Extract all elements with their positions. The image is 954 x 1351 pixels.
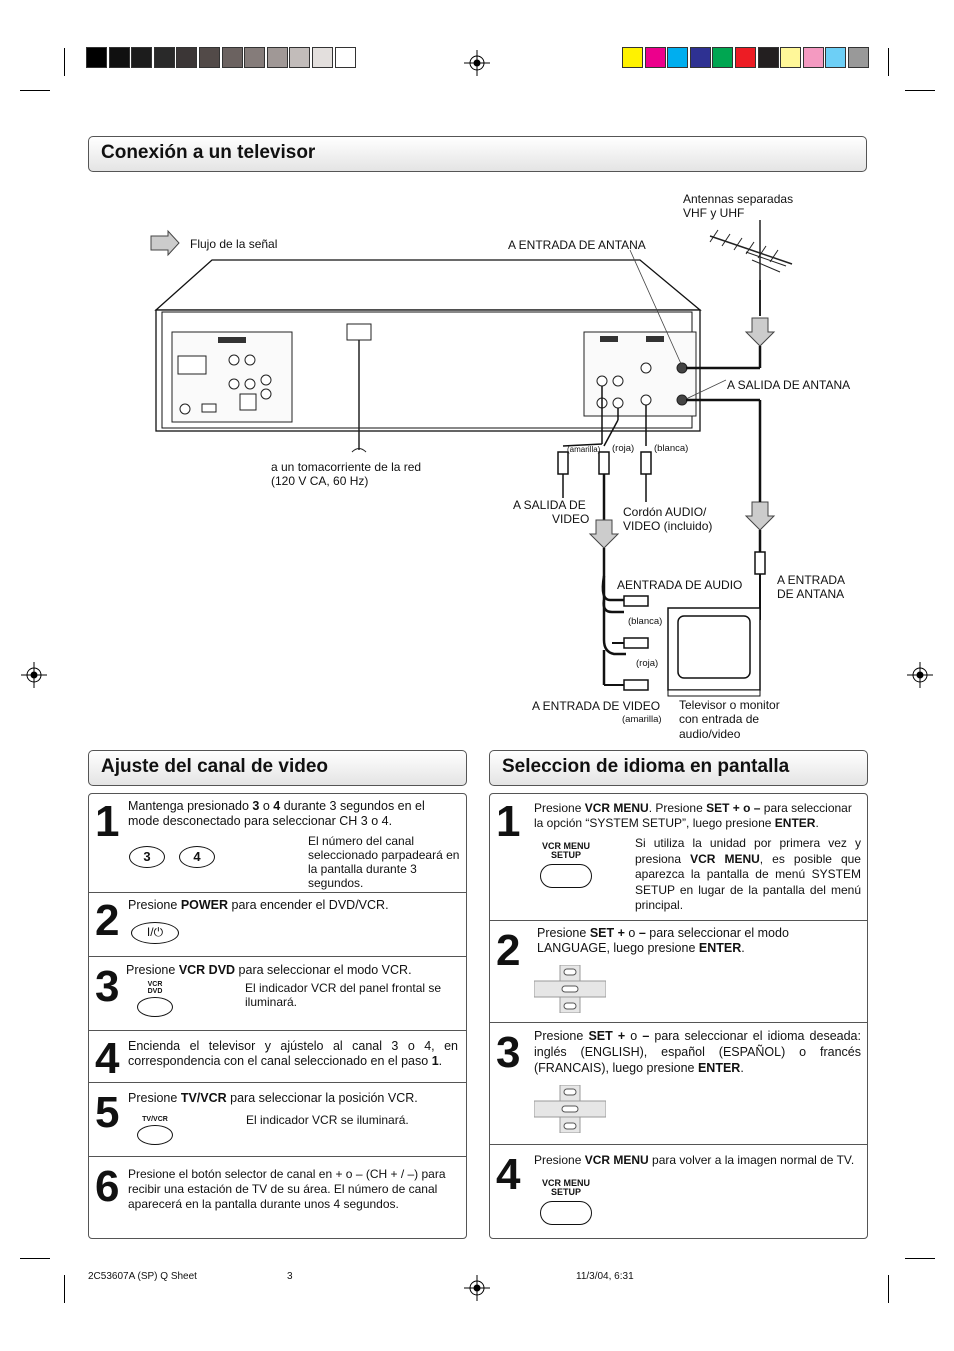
color-swatch bbox=[848, 47, 869, 68]
audio-in-label: AENTRADA DE AUDIO bbox=[617, 578, 743, 592]
tv-label: Televisor o monitor bbox=[679, 698, 780, 712]
step-number: 4 bbox=[496, 1150, 521, 1199]
crop-mark bbox=[905, 90, 935, 91]
color-swatch bbox=[222, 47, 243, 68]
step-number: 3 bbox=[95, 962, 120, 1011]
button-caption: VCR MENU SETUP bbox=[541, 1178, 590, 1197]
crop-mark bbox=[64, 1275, 65, 1303]
crop-mark bbox=[888, 48, 889, 76]
footer-date: 11/3/04, 6:31 bbox=[576, 1271, 634, 1282]
crop-mark bbox=[20, 1258, 50, 1259]
section-header-language bbox=[489, 750, 868, 786]
step-text: Presione TV/VCR para seleccionar la posición VCR. bbox=[128, 1091, 418, 1105]
section-title: Ajuste del canal de video bbox=[101, 756, 329, 777]
step-note: Si utiliza la unidad por primera vez y presiona VCR MENU, es posible que aparezca la pantalla de menú SYSTEM SETUP en lugar de la pantalla del menú principal. bbox=[635, 836, 861, 912]
tv-antenna-in-label: DE ANTANA bbox=[777, 587, 845, 601]
step-number: 6 bbox=[95, 1162, 120, 1211]
color-swatch bbox=[335, 47, 356, 68]
video-out-label: VIDEO bbox=[552, 512, 590, 526]
vcr-menu-setup-button[interactable] bbox=[540, 864, 592, 888]
color-swatch bbox=[712, 47, 733, 68]
color-swatch bbox=[312, 47, 333, 68]
section-title: Conexión a un televisor bbox=[101, 142, 316, 163]
tv-label: con entrada de bbox=[679, 712, 760, 726]
step-2 bbox=[89, 892, 466, 956]
red-label: (roja) bbox=[612, 443, 635, 454]
cord-label: VIDEO (incluido) bbox=[623, 519, 713, 533]
step-number: 1 bbox=[95, 797, 120, 846]
video-in-label: A ENTRADA DE VIDEO bbox=[532, 699, 661, 713]
registration-mark-icon bbox=[464, 50, 490, 76]
step-1 bbox=[89, 794, 466, 892]
color-swatch bbox=[780, 47, 801, 68]
crop-mark bbox=[888, 1275, 889, 1303]
color-swatch bbox=[199, 47, 220, 68]
crop-mark bbox=[20, 90, 50, 91]
set-dpad-icon[interactable] bbox=[534, 965, 606, 1013]
step-1 bbox=[490, 794, 867, 920]
step-number: 1 bbox=[496, 797, 521, 846]
step-text: Presione SET + o – para seleccionar el modo LANGUAGE, luego presione ENTER. bbox=[537, 926, 789, 955]
step-number: 2 bbox=[496, 926, 521, 975]
yellow-label: (amarilla) bbox=[622, 714, 662, 725]
step-number: 2 bbox=[95, 896, 120, 945]
antenna-in-label: A ENTRADA DE ANTANA bbox=[508, 238, 646, 252]
channel-steps-panel bbox=[88, 793, 467, 1239]
white-label: (blanca) bbox=[654, 443, 689, 454]
outlet-label: a un tomacorriente de la red bbox=[271, 460, 422, 474]
step-text: Presione el botón selector de canal en + o – (CH + / –) para recibir una estación de TV de su área. El número de canal aparecerá en la pantalla durante unos 4 segundos. bbox=[128, 1167, 446, 1211]
yellow-label: (amarilla) bbox=[567, 445, 601, 454]
step-text: Presione VCR MENU. Presione SET + o – para seleccionar la opción “SYSTEM SETUP”, luego presione ENTER. bbox=[534, 801, 852, 830]
tv-antenna-in-label: A ENTRADA bbox=[777, 573, 846, 587]
tv-vcr-button[interactable] bbox=[137, 1125, 173, 1145]
antenna-label: VHF y UHF bbox=[683, 206, 745, 220]
button-4[interactable]: 4 bbox=[179, 846, 215, 868]
language-steps-panel bbox=[489, 793, 868, 1239]
registration-mark-icon bbox=[907, 662, 933, 688]
color-swatch bbox=[131, 47, 152, 68]
step-4 bbox=[89, 1030, 466, 1082]
step-3 bbox=[89, 956, 466, 1030]
step-number: 5 bbox=[95, 1088, 120, 1137]
color-swatch bbox=[667, 47, 688, 68]
color-swatch bbox=[176, 47, 197, 68]
signal-flow-label: Flujo de la señal bbox=[190, 237, 278, 251]
step-text: Presione VCR MENU para volver a la imagen normal de TV. bbox=[534, 1153, 855, 1167]
step-note: El indicador VCR se iluminará. bbox=[246, 1113, 409, 1127]
footer-sheet-id: 2C53607A (SP) Q Sheet bbox=[88, 1271, 197, 1282]
antenna-out-label: A SALIDA DE ANTANA bbox=[727, 378, 851, 392]
antenna-label: Antennas separadas bbox=[683, 192, 794, 206]
registration-mark-icon bbox=[21, 662, 47, 688]
crop-mark bbox=[905, 1258, 935, 1259]
footer-page-number: 3 bbox=[287, 1271, 293, 1282]
color-swatch bbox=[244, 47, 265, 68]
step-6 bbox=[89, 1156, 466, 1240]
step-number: 4 bbox=[95, 1034, 120, 1083]
color-swatch bbox=[622, 47, 643, 68]
tv-label: audio/video bbox=[679, 727, 741, 741]
step-text: Presione VCR DVD para seleccionar el modo VCR. bbox=[126, 963, 412, 977]
connection-diagram bbox=[140, 180, 880, 700]
color-swatch bbox=[86, 47, 107, 68]
vcr-dvd-button[interactable] bbox=[137, 997, 173, 1017]
vcr-menu-setup-button[interactable] bbox=[540, 1201, 592, 1225]
section-header-connection bbox=[88, 136, 867, 172]
color-swatch bbox=[154, 47, 175, 68]
color-swatch bbox=[645, 47, 666, 68]
step-number: 3 bbox=[496, 1028, 521, 1077]
section-title: Seleccion de idioma en pantalla bbox=[502, 756, 790, 777]
button-caption: VCR DVD bbox=[147, 981, 163, 995]
step-note: El indicador VCR del panel frontal se iluminará. bbox=[245, 981, 442, 1009]
step-2 bbox=[490, 920, 867, 1022]
section-header-channel bbox=[88, 750, 467, 786]
color-swatch bbox=[758, 47, 779, 68]
color-swatch bbox=[803, 47, 824, 68]
red-label: (roja) bbox=[636, 658, 659, 669]
step-text: Presione POWER para encender el DVD/VCR. bbox=[128, 898, 389, 912]
color-swatch bbox=[109, 47, 130, 68]
set-dpad-icon[interactable] bbox=[534, 1085, 606, 1133]
button-caption: TV/VCR bbox=[142, 1116, 168, 1123]
color-swatch bbox=[267, 47, 288, 68]
color-swatch bbox=[735, 47, 756, 68]
button-3[interactable]: 3 bbox=[129, 846, 165, 868]
video-out-label: A SALIDA DE bbox=[513, 498, 586, 512]
step-5 bbox=[89, 1082, 466, 1156]
step-text: Presione SET + o – para seleccionar el idioma deseada: inglés (ENGLISH), español (ESPAÑOL) o francés (FRANCAIS), luego presione ENTER. bbox=[534, 1029, 861, 1075]
registration-mark-icon bbox=[464, 1275, 490, 1301]
step-3 bbox=[490, 1022, 867, 1144]
button-caption: VCR MENU SETUP bbox=[541, 841, 590, 860]
crop-mark bbox=[64, 48, 65, 76]
color-swatch bbox=[690, 47, 711, 68]
outlet-label: (120 V CA, 60 Hz) bbox=[271, 474, 369, 488]
step-note: El número del canal seleccionado parpadeará en la pantalla durante 3 segundos. bbox=[308, 834, 460, 890]
white-label: (blanca) bbox=[628, 616, 663, 627]
step-4 bbox=[490, 1144, 867, 1240]
color-swatch bbox=[289, 47, 310, 68]
power-button[interactable]: I/⏻ bbox=[131, 922, 179, 944]
step-text: Encienda el televisor y ajústelo al canal 3 o 4, en correspondencia con el canal seleccionado en el paso 1. bbox=[128, 1039, 458, 1068]
color-swatch bbox=[825, 47, 846, 68]
step-text: Mantenga presionado 3 o 4 durante 3 segundos en el mode desconectado para seleccionar CH 3 o 4. bbox=[128, 799, 425, 828]
cord-label: Cordón AUDIO/ bbox=[623, 505, 707, 519]
